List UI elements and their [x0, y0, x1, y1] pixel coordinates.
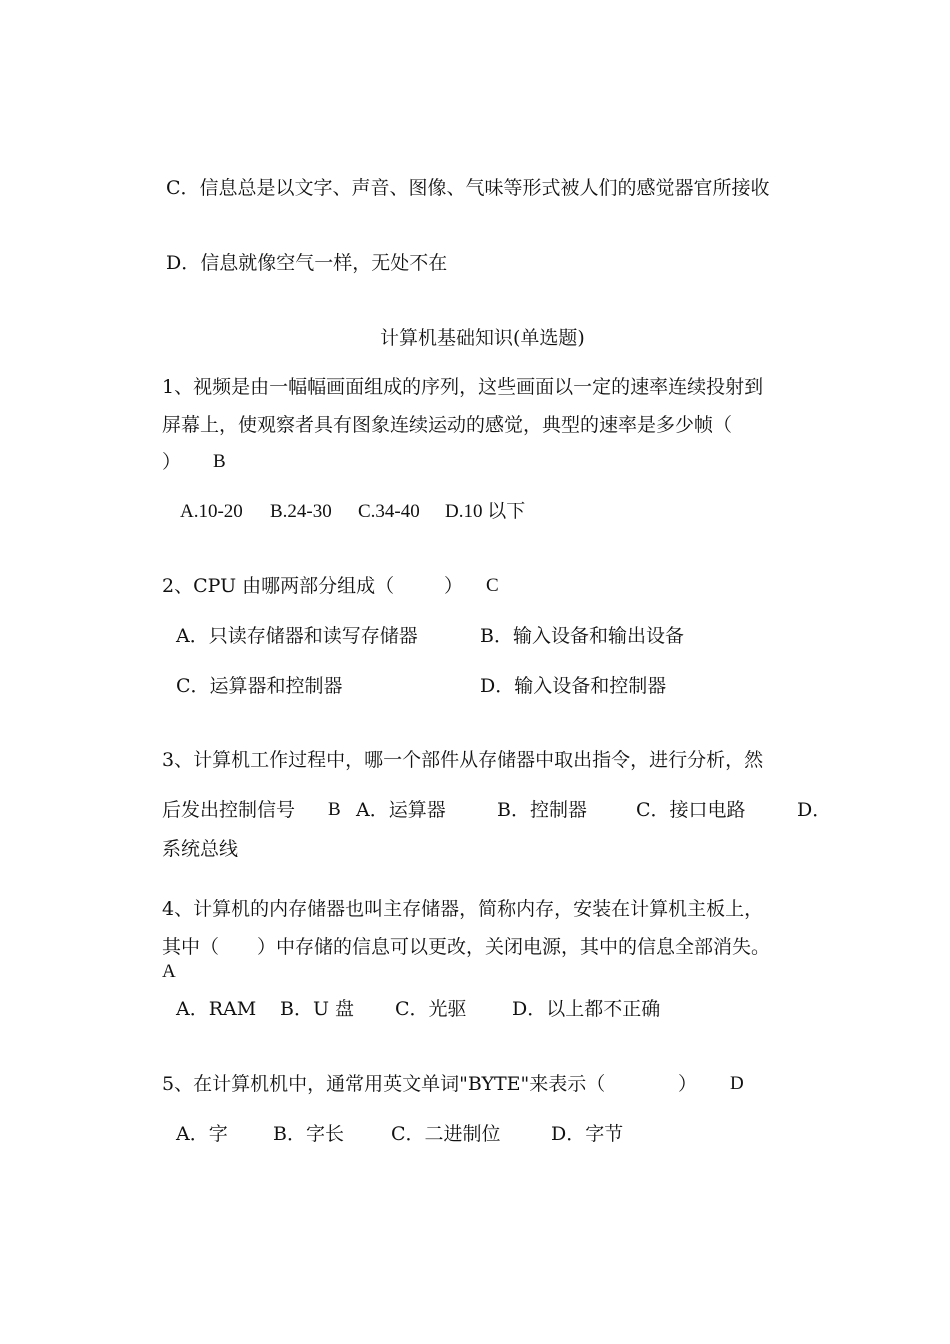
q3-option-d-text: 系统总线 [162, 838, 239, 860]
q2-option-a: A．只读存储器和读写存储器 [176, 625, 418, 647]
q3-stem-line1: 3、计算机工作过程中，哪一个部件从存储器中取出指令，进行分析，然 [162, 749, 764, 771]
q1-stem-line2: 屏幕上，使观察者具有图象连续运动的感觉，典型的速率是多少帧（ [162, 414, 733, 436]
q3-option-a: A．运算器 [356, 799, 446, 821]
q5-option-d: D．字节 [551, 1123, 624, 1145]
q2-option-c: C．运算器和控制器 [176, 675, 343, 697]
q4-option-d: D．以上都不正确 [512, 998, 661, 1020]
q3-stem-line2: 后发出控制信号 [162, 799, 296, 821]
q4-option-c: C．光驱 [395, 998, 467, 1020]
q1-option-b: B.24-30 [270, 501, 332, 522]
q4-option-a: A．RAM [176, 998, 257, 1020]
q1-option-a: A.10-20 [180, 501, 243, 522]
q5-option-a: A．字 [176, 1123, 228, 1145]
q2-answer: C [486, 575, 499, 596]
q4-answer: A [162, 961, 176, 982]
q5-option-c: C．二进制位 [391, 1123, 501, 1145]
q1-stem-line1: 1、视频是由一幅幅画面组成的序列，这些画面以一定的速率连续投射到 [162, 376, 764, 398]
q3-option-c: C．接口电路 [636, 799, 746, 821]
q2-option-b: B．输入设备和输出设备 [480, 625, 684, 647]
q4-stem-line2: 其中（ ）中存储的信息可以更改，关闭电源，其中的信息全部消失。 [162, 936, 771, 958]
q2-option-d: D．输入设备和控制器 [480, 675, 667, 697]
section-title: 计算机基础知识(单选题) [380, 327, 585, 349]
option-d-previous: D．信息就像空气一样，无处不在 [166, 252, 448, 274]
q4-option-b: B．U 盘 [280, 998, 355, 1020]
q3-answer: B [328, 799, 341, 820]
q2-paren-close: ） [444, 575, 464, 597]
q5-paren-close: ） [678, 1073, 698, 1095]
q5-option-b: B．字长 [273, 1123, 344, 1145]
q1-option-c: C.34-40 [358, 501, 420, 522]
q3-option-b: B．控制器 [497, 799, 587, 821]
q1-paren-close: ） [162, 451, 182, 473]
q1-option-d: D.10 以下 [445, 501, 526, 522]
q4-stem-line1: 4、计算机的内存储器也叫主存储器，简称内存，安装在计算机主板上， [162, 898, 764, 920]
q2-stem: 2、CPU 由哪两部分组成（ [162, 575, 395, 597]
q5-answer: D [730, 1073, 744, 1094]
option-c-previous: C．信息总是以文字、声音、图像、气味等形式被人们的感觉器官所接收 [166, 177, 770, 199]
q3-option-d: D． [797, 799, 832, 821]
q5-stem: 5、在计算机机中，通常用英文单词"BYTE"来表示（ [162, 1073, 606, 1095]
q1-answer: B [213, 451, 226, 472]
